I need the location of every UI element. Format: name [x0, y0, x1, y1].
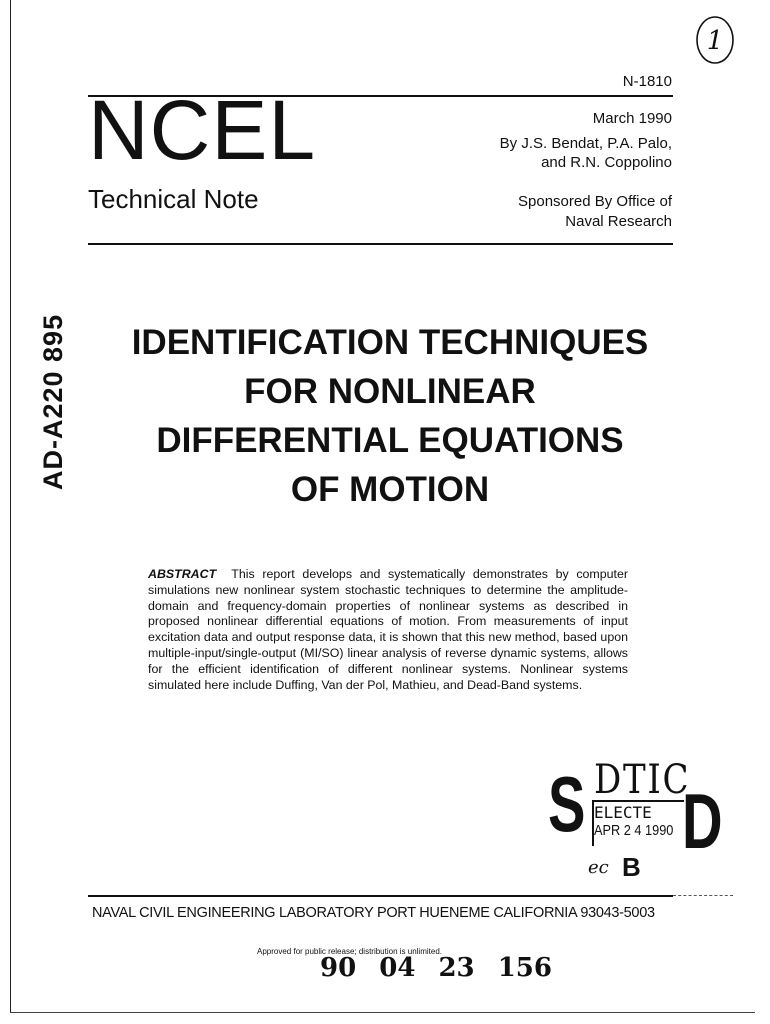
dtic-stamp-grade: B — [622, 852, 641, 882]
dtic-stamp-initials: ec — [588, 857, 609, 878]
dtic-stamp-date: APR 2 4 1990 — [594, 822, 674, 839]
document-title — [100, 318, 680, 514]
laboratory-address: NAVAL CIVIL ENGINEERING LABORATORY PORT HUENEME CALIFORNIA 93043-5003 — [92, 905, 655, 921]
authors-line-1: By J.S. Bendat, P.A. Palo, — [499, 135, 672, 152]
footer-rule-tail — [673, 895, 733, 896]
distribution-statement: Approved for public release; distribution is unlimited. — [257, 947, 442, 956]
sponsor-line-2: Naval Research — [565, 213, 672, 230]
svg-text:1: 1 — [706, 26, 724, 56]
abstract-label: ABSTRACT — [148, 567, 217, 581]
report-date: March 1990 — [592, 110, 672, 127]
page-left-border — [10, 0, 11, 1012]
footer-rule — [88, 895, 673, 897]
report-number: N-1810 — [622, 73, 672, 90]
dtic-stamp-right-letter: D — [682, 777, 723, 865]
page-bottom-border — [10, 1012, 755, 1013]
dtic-stamp-left-letter: S — [548, 760, 586, 848]
dtic-stamp-word: DTIC — [594, 757, 691, 803]
authors-line-2: and R.N. Coppolino — [541, 154, 672, 171]
title-line-2: FOR NONLINEAR — [244, 372, 536, 411]
abstract — [148, 567, 628, 693]
handwritten-circled-number — [694, 14, 736, 66]
header-bottom-rule — [88, 243, 673, 245]
title-line-3: DIFFERENTIAL EQUATIONS — [156, 421, 624, 460]
title-line-4: OF MOTION — [290, 470, 490, 509]
abstract-text: This report develops and systematically demonstrates by computer simulations new nonlinear system stochastic techniques to determine the amplitude-domain and frequency-domain properties of nonlinear systems as described in proposed nonlinear differential equations of motion. From measurements of input excitation data and output response data, it is shown that this new method, based upon multiple-input/single-output (MI/SO) linear analysis of reverse dynamic systems, allows for the efficient identification of different nonlinear systems. Nonlinear systems simulated here include Duffing, Van der Pol, Mathieu, and Dead-Band systems. — [148, 567, 628, 692]
accession-number: AD-A220 895 — [38, 313, 68, 490]
sponsor-line-1: Sponsored By Office of — [518, 193, 672, 210]
dtic-stamp-status: ELECTE — [594, 803, 652, 822]
series-label: Technical Note — [88, 184, 259, 214]
document-code-stamp: 90 04 23 156 — [320, 953, 552, 983]
ncel-logo: NCEL — [88, 83, 317, 177]
title-line-1: IDENTIFICATION TECHNIQUES — [131, 323, 649, 362]
